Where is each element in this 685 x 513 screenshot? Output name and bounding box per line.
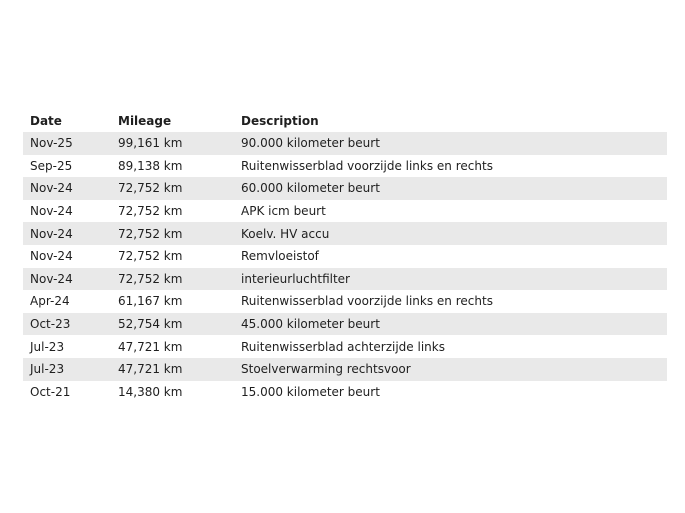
cell-description: Ruitenwisserblad voorzijde links en rechts bbox=[241, 294, 493, 309]
cell-description: APK icm beurt bbox=[241, 204, 326, 219]
table-row bbox=[23, 290, 667, 313]
cell-mileage: 72,752 km bbox=[118, 181, 183, 196]
table-body bbox=[23, 132, 667, 403]
cell-date: Nov-25 bbox=[30, 136, 73, 151]
cell-mileage: 61,167 km bbox=[118, 294, 183, 309]
cell-mileage: 14,380 km bbox=[118, 384, 183, 399]
table-row bbox=[23, 222, 667, 245]
table-row bbox=[23, 268, 667, 291]
cell-description: Ruitenwisserblad achterzijde links bbox=[241, 339, 445, 354]
cell-mileage: 72,752 km bbox=[118, 271, 183, 286]
cell-mileage: 89,138 km bbox=[118, 158, 183, 173]
cell-date: Sep-25 bbox=[30, 158, 73, 173]
cell-mileage: 52,754 km bbox=[118, 317, 183, 332]
cell-mileage: 47,721 km bbox=[118, 339, 183, 354]
cell-description: 90.000 kilometer beurt bbox=[241, 136, 380, 151]
header-date: Date bbox=[30, 113, 62, 128]
cell-description: 60.000 kilometer beurt bbox=[241, 181, 380, 196]
table-row bbox=[23, 313, 667, 336]
cell-mileage: 72,752 km bbox=[118, 226, 183, 241]
cell-mileage: 47,721 km bbox=[118, 362, 183, 377]
cell-date: Nov-24 bbox=[30, 181, 73, 196]
table-row bbox=[23, 132, 667, 155]
cell-date: Nov-24 bbox=[30, 249, 73, 264]
cell-date: Nov-24 bbox=[30, 271, 73, 286]
table-row bbox=[23, 335, 667, 358]
cell-description: Remvloeistof bbox=[241, 249, 319, 264]
cell-mileage: 72,752 km bbox=[118, 249, 183, 264]
cell-description: Koelv. HV accu bbox=[241, 226, 330, 241]
cell-description: 15.000 kilometer beurt bbox=[241, 384, 380, 399]
table-row bbox=[23, 200, 667, 223]
service-history-table bbox=[23, 109, 667, 403]
cell-date: Jul-23 bbox=[30, 339, 65, 354]
header-description: Description bbox=[241, 113, 319, 128]
cell-date: Apr-24 bbox=[30, 294, 70, 309]
table-row bbox=[23, 381, 667, 404]
cell-date: Jul-23 bbox=[30, 362, 65, 377]
table-header bbox=[23, 109, 667, 132]
header-mileage: Mileage bbox=[118, 113, 172, 128]
cell-date: Oct-21 bbox=[30, 384, 71, 399]
cell-description: interieurluchtfilter bbox=[241, 271, 350, 286]
table-row bbox=[23, 155, 667, 178]
cell-date: Nov-24 bbox=[30, 204, 73, 219]
cell-description: 45.000 kilometer beurt bbox=[241, 317, 380, 332]
cell-description: Ruitenwisserblad voorzijde links en rechts bbox=[241, 158, 493, 173]
table-row bbox=[23, 177, 667, 200]
cell-date: Oct-23 bbox=[30, 317, 71, 332]
cell-mileage: 72,752 km bbox=[118, 204, 183, 219]
cell-description: Stoelverwarming rechtsvoor bbox=[241, 362, 411, 377]
table-row bbox=[23, 245, 667, 268]
cell-mileage: 99,161 km bbox=[118, 136, 183, 151]
cell-date: Nov-24 bbox=[30, 226, 73, 241]
table-row bbox=[23, 358, 667, 381]
